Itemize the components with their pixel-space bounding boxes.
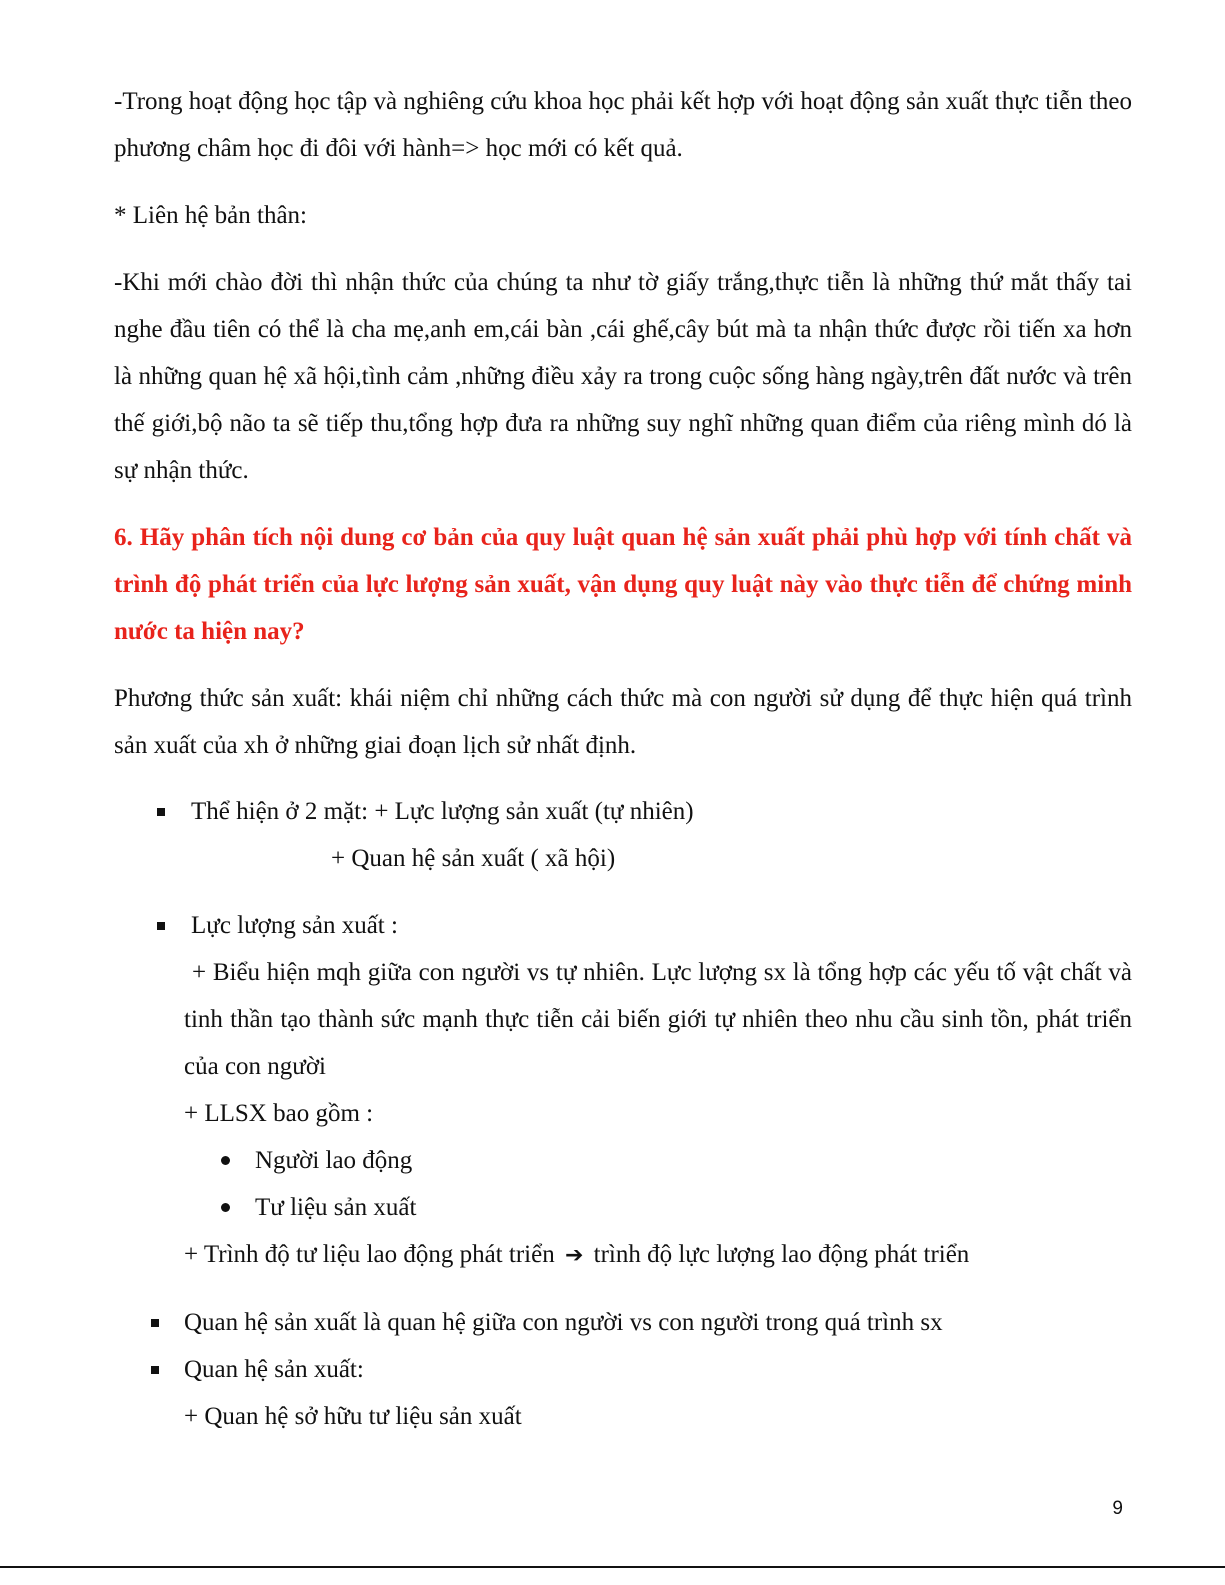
page-bottom-divider — [0, 1566, 1225, 1568]
round-bullet-icon — [221, 1156, 230, 1165]
square-bullet-icon — [157, 808, 165, 816]
bullet-relations-of-production — [114, 1346, 1132, 1440]
relations-title: Quan hệ sản xuất: — [184, 1356, 364, 1383]
productive-forces-desc: + Biểu hiện mqh giữa con người vs tự nhiên. Lực lượng sx là tổng hợp các yếu tố vật chất và tinh thần tạo thành sức mạnh thực tiễn cải biến giới tự nhiên theo nhu cầu sinh tồn, phát triển của con người — [184, 959, 1132, 1080]
definition-paragraph: Phương thức sản xuất: khái niệm chỉ những cách thức mà con người sử dụng để thực hiện quá trình sản xuất của xh ở những giai đoạn lịch sử nhất định. — [114, 685, 1132, 759]
relations-ownership: + Quan hệ sở hữu tư liệu sản xuất — [184, 1403, 522, 1430]
list-item-means-text: Tư liệu sản xuất — [255, 1194, 417, 1221]
right-arrow-icon: ➔ — [564, 1243, 584, 1268]
square-bullet-icon — [151, 1366, 159, 1374]
page-content — [114, 78, 1132, 1440]
bullet-two-aspects-line2: + Quan hệ sản xuất ( xã hội) — [331, 845, 616, 872]
trend-left-text: + Trình độ tư liệu lao động phát triển — [184, 1241, 555, 1268]
productive-forces-title: Lực lượng sản xuất : — [191, 912, 398, 939]
square-bullet-icon — [151, 1319, 159, 1327]
paragraph-self-reflection: -Khi mới chào đời thì nhận thức của chúng ta như tờ giấy trắng,thực tiễn là những thứ mắt thấy tai nghe đầu tiên có thể là cha mẹ,anh em,cái bàn ,cái ghế,cây bút mà ta nhận thức được rồi tiến xa hơn là những quan hệ xã hội,tình cảm ,những điều xảy ra trong cuộc sống hàng ngày,trên đất nước và trên thế giới,bộ não ta sẽ tiếp thu,tổng hợp đưa ra những suy nghĩ những quan điểm của riêng mình dó là sự nhận thức. — [114, 269, 1132, 484]
question-heading: 6. Hãy phân tích nội dung cơ bản của quy luật quan hệ sản xuất phải phù hợp với tính chất và trình độ phát triển của lực lượng sản xuất, vận dụng quy luật này vào thực tiễn để chứng minh nước ta hiện nay? — [114, 524, 1132, 645]
list-item-means-of-production — [114, 1184, 1132, 1231]
productive-forces-includes: + LLSX bao gồm : — [184, 1100, 374, 1127]
paragraph-self-reflection-label: * Liên hệ bản thân: — [114, 202, 307, 229]
productive-forces-trend — [114, 1231, 1132, 1279]
square-bullet-icon — [157, 922, 165, 930]
trend-right-text: trình độ lực lượng lao động phát triển — [593, 1241, 970, 1268]
bullet-two-aspects-line1: Thể hiện ở 2 mặt: + Lực lượng sản xuất (tự nhiên) — [191, 798, 694, 825]
list-item-worker-text: Người lao động — [255, 1147, 413, 1174]
round-bullet-icon — [221, 1203, 230, 1212]
paragraph-study-practice: -Trong hoạt động học tập và nghiêng cứu khoa học phải kết hợp với hoạt động sản xuất thực tiễn theo phương châm học đi đôi với hành=> học mới có kết quả. — [114, 88, 1132, 162]
bullet-productive-forces — [114, 902, 1132, 1279]
page-number: 9 — [1112, 1498, 1123, 1519]
relations-definition-text: Quan hệ sản xuất là quan hệ giữa con người vs con người trong quá trình sx — [184, 1309, 943, 1336]
bullet-relations-definition — [114, 1299, 1132, 1346]
list-item-worker — [114, 1137, 1132, 1184]
bullet-two-aspects — [114, 788, 1132, 882]
